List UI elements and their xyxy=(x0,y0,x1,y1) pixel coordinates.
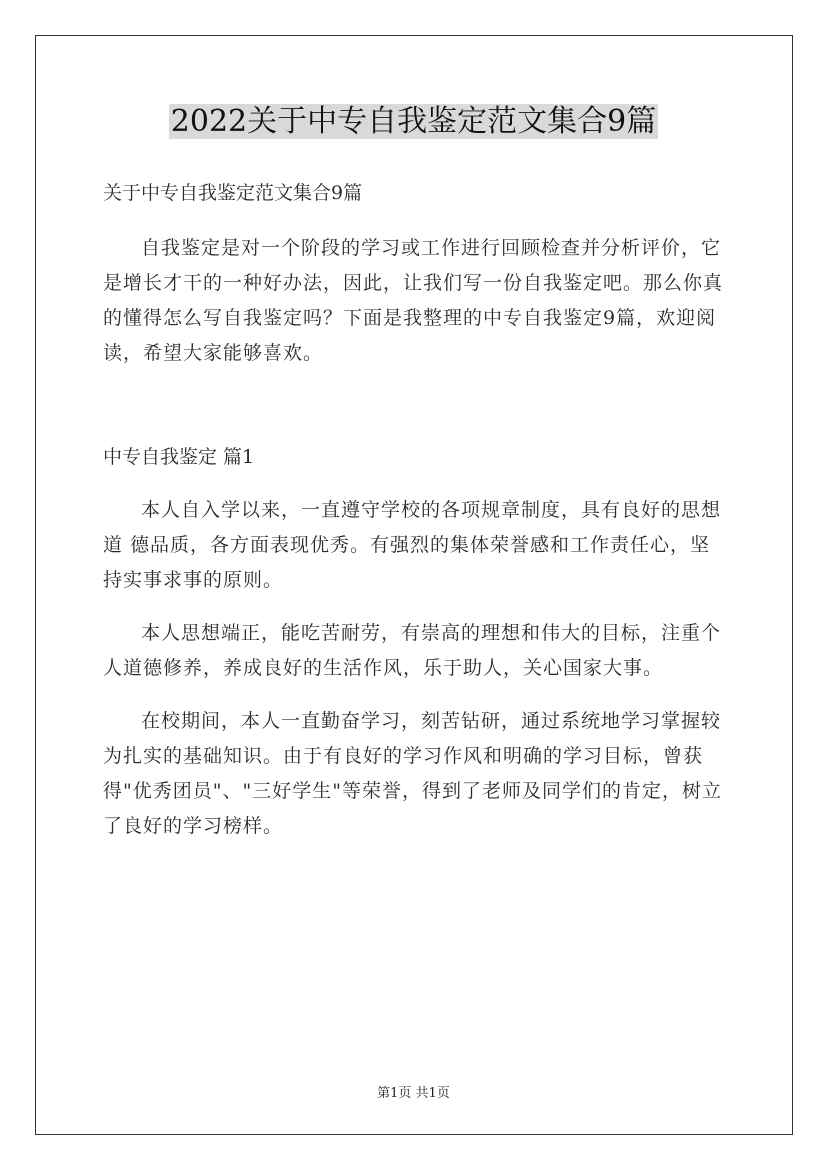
section-paragraph-3: 在校期间，本人一直勤奋学习，刻苦钻研，通过系统地学习掌握较为扎实的基础知识。由于有良好的学习作风和明确的学习目标，曾获得"优秀团员"、"三好学生"等荣誉，得到了老师及同学们的肯定，树立了良好的学习榜样。 xyxy=(103,710,722,837)
section-paragraph-1: 本人自入学以来，一直遵守学校的各项规章制度，具有良好的思想道 德品质，各方面表现优秀。有强烈的集体荣誉感和工作责任心，坚持实事求事的原则。 xyxy=(103,499,722,591)
intro-paragraph: 自我鉴定是对一个阶段的学习或工作进行回顾检查并分析评价，它是增长才干的一种好办法，因此，让我们写一份自我鉴定吧。那么你真的懂得怎么写自我鉴定吗？下面是我整理的中专自我鉴定9篇，欢迎阅读，希望大家能够喜欢。 xyxy=(103,237,724,364)
document-title: 2022关于中专自我鉴定范文集合9篇 xyxy=(170,104,657,139)
page-footer: 第1页 共1页 xyxy=(377,1086,450,1101)
document-body xyxy=(103,176,728,844)
document-title-wrapper xyxy=(0,102,827,142)
document-subtitle: 关于中专自我鉴定范文集合9篇 xyxy=(103,182,363,204)
section-heading: 中专自我鉴定 篇1 xyxy=(103,446,255,468)
section-paragraph-2: 本人思想端正，能吃苦耐劳，有崇高的理想和伟大的目标，注重个人道德修养，养成良好的生活作风，乐于助人，关心国家大事。 xyxy=(103,622,722,679)
